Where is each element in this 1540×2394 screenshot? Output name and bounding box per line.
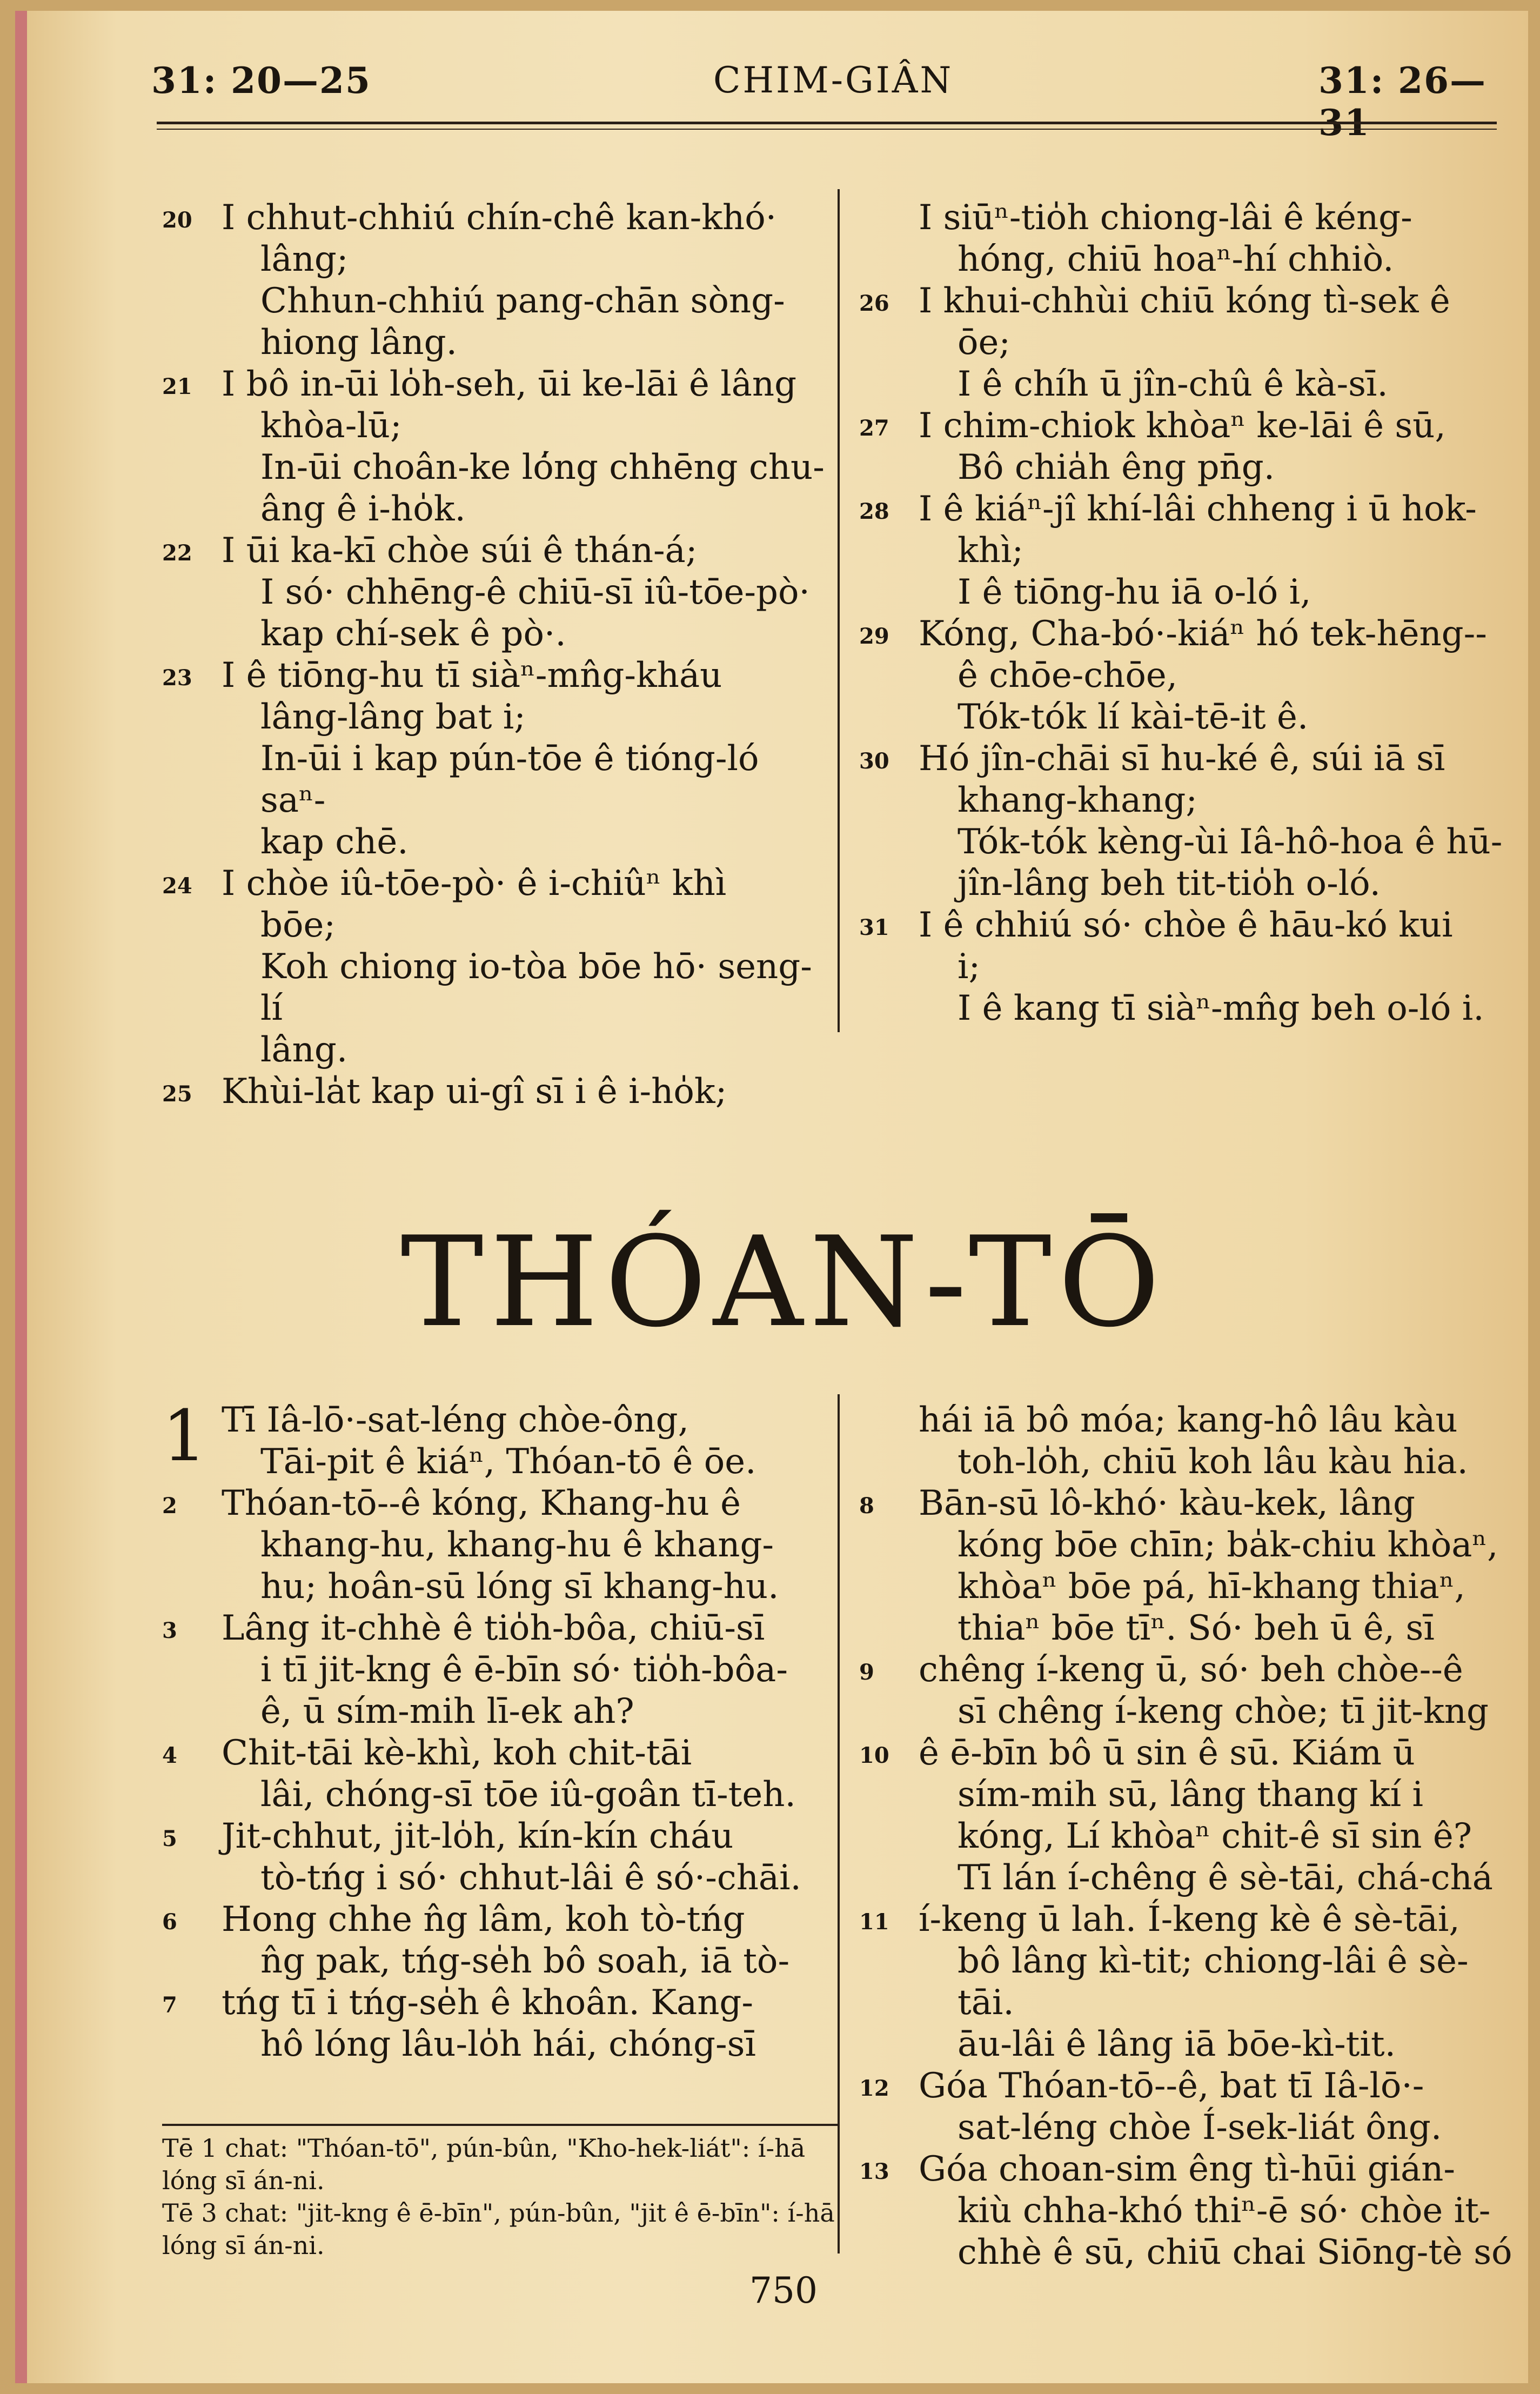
verse-line: Tī lán í-chêng ê sè-tāi, chá-chá [958, 1858, 1493, 1898]
verse-line: tò-tńg i só· chhut-lâi ê só·-chāi. [260, 1858, 801, 1898]
verse [162, 863, 827, 1071]
verse-line: Tók-tók kèng-ùi Iâ-hô-hoa ê hū- [958, 822, 1503, 862]
verse-line: I chhut-chhiú chín-chê kan-khó· [222, 198, 777, 238]
verse-line: I ê kang tī siàⁿ-mn̂g beh o-ló i. [958, 988, 1484, 1028]
verse-line: ê ē-bīn bô ū sin ê sū. Kiám ū [919, 1733, 1415, 1773]
verse-line: Tók-tók lí kài-tē-it ê. [958, 697, 1309, 737]
verse-line: lâi, chóng-sī tōe iû-goân tī-teh. [260, 1775, 796, 1815]
verse [162, 1816, 827, 1899]
verse [162, 1733, 827, 1816]
verse-line: í-keng ū lah. Í-keng kè ê sè-tāi, [919, 1900, 1460, 1940]
verse-line: kóng, Lí khòaⁿ chit-ê sī sin ê? [958, 1816, 1472, 1856]
footnote: Tē 3 chat: "jit-kng ê ē-bīn", pún-bûn, "jit ê ē-bīn": í-hā lóng sī án-ni. [162, 2198, 835, 2260]
verse-line: n̂g pak, tńg-se̍h bô soah, iā tò- [260, 1941, 790, 1981]
verse-number: 5 [162, 1826, 177, 1851]
verse-number: 9 [859, 1660, 874, 1685]
verse-line: In-ūi i kap pún-tōe ê tióng-ló saⁿ- [260, 739, 759, 820]
verse-number: 2 [162, 1493, 177, 1519]
verse [162, 530, 827, 655]
verse-line: Tī Iâ-lō·-sat-léng chòe-ông, [222, 1400, 689, 1440]
proverbs-left-column [162, 197, 827, 1113]
verse-line: I bô in-ūi lo̍h-seh, ūi ke-lāi ê lâng [222, 364, 797, 404]
verse-line: lâng-lâng bat i; [260, 697, 526, 737]
verse [859, 905, 1524, 1029]
verse-line: toh-lo̍h, chiū koh lâu kàu hia. [958, 1442, 1468, 1482]
verse-line: ê, ū sím-mih lī-ek ah? [260, 1691, 634, 1731]
verse-line: lâng. [260, 1030, 348, 1070]
verse [162, 197, 827, 364]
running-head-title: CHIM-GIÂN [713, 59, 954, 101]
verse-number: 4 [162, 1743, 177, 1768]
verse-line: thiaⁿ bōe tīⁿ. Só· beh ū ê, sī [958, 1608, 1435, 1648]
verse [859, 405, 1524, 489]
verse-line: bōe; [260, 905, 336, 945]
verse-line: Koh chiong io-tòa bōe hō· seng-lí [260, 947, 812, 1028]
verse-number: 7 [162, 1992, 177, 2018]
verse [162, 1483, 827, 1608]
verse [162, 655, 827, 863]
verse-line: āu-lâi ê lâng iā bōe-kì-tit. [958, 2024, 1396, 2064]
verse-number: 24 [162, 873, 192, 899]
ecclesiastes-left-column [162, 1395, 827, 2065]
verse-line: khang-khang; [958, 780, 1197, 820]
verse-number: 13 [859, 2159, 889, 2184]
verse-line: bô lâng kì-tit; chiong-lâi ê sè-tāi. [958, 1941, 1469, 2023]
verse-line: Chit-tāi kè-khì, koh chit-tāi [222, 1733, 692, 1773]
verse-line: jîn-lâng beh tit-tio̍h o-ló. [958, 864, 1381, 904]
verse-number: 27 [859, 416, 889, 441]
verse-number: 22 [162, 540, 192, 566]
verse-line: Hong chhe n̂g lâm, koh tò-tńg [222, 1900, 745, 1940]
verse [859, 280, 1524, 405]
verse-line: chêng í-keng ū, só· beh chòe--ê [919, 1650, 1463, 1690]
verse-line: hóng, chiū hoaⁿ-hí chhiò. [958, 239, 1394, 279]
verse-line: i tī jit-kng ê ē-bīn só· tio̍h-bôa- [260, 1650, 788, 1690]
verse [162, 1395, 827, 1483]
verse-line: hu; hoân-sū lóng sī khang-hu. [260, 1567, 779, 1607]
verse-line: In-ūi choân-ke ló̍ng chhēng chu- [260, 447, 825, 487]
verse [859, 2065, 1524, 2149]
verse-number: 3 [162, 1618, 177, 1643]
verse [859, 1483, 1524, 1649]
verse [859, 738, 1524, 905]
verse-line: I ê tiōng-hu tī siàⁿ-mn̂g-kháu [222, 656, 722, 696]
footnote-rule [162, 2124, 838, 2126]
verse-line: Lâng it-chhè ê tio̍h-bôa, chiū-sī [222, 1608, 765, 1648]
verse-line: khang-hu, khang-hu ê khang- [260, 1525, 774, 1565]
verse-line: Khùi-la̍t kap ui-gî sī i ê i-ho̍k; [222, 1072, 727, 1112]
verse-line: I só· chhēng-ê chiū-sī iû-tōe-pò· [260, 572, 810, 612]
verse-line: I ê chíh ū jîn-chû ê kà-sī. [958, 364, 1388, 404]
verse-line: âng ê i-ho̍k. [260, 489, 466, 529]
verse-number: 10 [859, 1743, 889, 1768]
proverbs-right-column [859, 197, 1524, 1029]
header-rule-thin [157, 129, 1497, 130]
running-head-left: 31: 20—25 [151, 59, 371, 102]
verse-line: i; [958, 947, 981, 987]
verse-number: 25 [162, 1081, 192, 1107]
verse-line: khòa-lū; [260, 406, 402, 446]
verse-line: kóng bōe chīn; ba̍k-chiu khòaⁿ, [958, 1525, 1498, 1565]
verse-line: I chòe iû-tōe-pò· ê i-chiûⁿ khì [222, 864, 727, 904]
running-head-right: 31: 26—31 [1318, 59, 1487, 144]
verse-line: sím-mih sū, lâng thang kí i [958, 1775, 1423, 1815]
verse [859, 2149, 1524, 2273]
verse-line: sat-léng chòe Í-sek-liát ông. [958, 2108, 1442, 2148]
header-rule [157, 122, 1497, 124]
verse-line: I ê tiōng-hu iā o-ló i, [958, 572, 1311, 612]
verse-line: ê chōe-chōe, [958, 656, 1178, 696]
verse-line: Bô chia̍h êng pn̄g. [958, 447, 1275, 487]
verse-number: 28 [859, 499, 889, 524]
verse-line: kap chí-sek ê pò·. [260, 614, 566, 654]
verse-line: Hó jîn-chāi sī hu-ké ê, súi iā sī [919, 739, 1445, 779]
verse [859, 489, 1524, 613]
verse [859, 613, 1524, 738]
verse-line: Thóan-tō--ê kóng, Khang-hu ê [222, 1483, 741, 1523]
verse-number: 20 [162, 208, 192, 233]
verse-number: 8 [859, 1493, 874, 1519]
verse-number: 26 [859, 291, 889, 316]
verse [162, 1899, 827, 1982]
verse [162, 1982, 827, 2065]
verse-line: Góa choan-sim êng tì-hūi gián- [919, 2149, 1455, 2189]
ecclesiastes-right-column [859, 1400, 1524, 2273]
verse-line: Bān-sū lô-khó· kàu-kek, lâng [919, 1483, 1415, 1523]
verse-line: I ūi ka-kī chòe súi ê thán-á; [222, 531, 698, 571]
verse-line: khì; [958, 531, 1024, 571]
verse-line: chhè ê sū, chiū chai Siōng-tè só [958, 2232, 1512, 2272]
verse-line: ōe; [958, 323, 1010, 363]
verse-number: 31 [859, 915, 889, 940]
verse [859, 197, 1524, 280]
verse-number: 12 [859, 2076, 889, 2101]
verse-line: khòaⁿ bōe pá, hī-khang thiaⁿ, [958, 1567, 1465, 1607]
verse-line: kiù chha-khó thiⁿ-ē só· chòe it- [958, 2191, 1491, 2231]
verse-line: lâng; [260, 239, 349, 279]
verse [162, 364, 827, 530]
verse-line: I khui-chhùi chiū kóng tì-sek ê [919, 281, 1450, 321]
verse-number: 23 [162, 665, 192, 691]
verse-line: Góa Thóan-tō--ê, bat tī Iâ-lō·- [919, 2066, 1424, 2106]
verse-number: 21 [162, 374, 192, 399]
verse-line: hái iā bô móa; kang-hô lâu kàu [919, 1400, 1458, 1440]
verse [162, 1608, 827, 1733]
verse-line: I ê chhiú só· chòe ê hāu-kó kui [919, 905, 1453, 945]
verse-line: I chim-chiok khòaⁿ ke-lāi ê sū, [919, 406, 1446, 446]
verse [859, 1733, 1524, 1899]
verse-line: Chhun-chhiú pang-chān sòng- [260, 281, 785, 321]
verse-line: Tāi-pit ê kiáⁿ, Thóan-tō ê ōe. [260, 1442, 756, 1482]
footnote: Tē 1 chat: "Thóan-tō", pún-bûn, "Kho-hek-liát": í-hā lóng sī án-ni. [162, 2134, 806, 2195]
verse-line: Kóng, Cha-bó·-kiáⁿ hó tek-hēng-- [919, 614, 1487, 654]
verse [859, 1899, 1524, 2065]
verse-number: 30 [859, 748, 889, 774]
verse-number: 11 [859, 1909, 889, 1935]
verse [162, 1071, 827, 1113]
column-divider [838, 189, 840, 1032]
page-number: 750 [749, 2270, 818, 2311]
verse-line: hiong lâng. [260, 323, 457, 363]
verse-line: sī chêng í-keng chòe; tī jit-kng [958, 1691, 1489, 1731]
verse-number: 6 [162, 1909, 177, 1935]
verse-line: I siūⁿ-tio̍h chiong-lâi ê kéng- [919, 198, 1412, 238]
verse-line: tńg tī i tńg-se̍h ê khoân. Kang- [222, 1983, 753, 2023]
verse-line: kap chē. [260, 822, 409, 862]
verse-number: 29 [859, 624, 889, 649]
book-title: THÓAN-TŌ [400, 1211, 1167, 1355]
verse-line: I ê kiáⁿ-jî khí-lâi chheng i ū hok- [919, 489, 1477, 529]
verse-line: hô lóng lâu-lo̍h hái, chóng-sī [260, 2024, 756, 2064]
verse-line: Jit-chhut, jit-lo̍h, kín-kín cháu [222, 1816, 734, 1856]
column-divider [838, 1394, 840, 2253]
verse [859, 1400, 1524, 1483]
footnotes [162, 2132, 838, 2262]
verse [859, 1649, 1524, 1733]
chapter-number: 1 [162, 1395, 207, 1477]
bible-page [15, 11, 1528, 2383]
